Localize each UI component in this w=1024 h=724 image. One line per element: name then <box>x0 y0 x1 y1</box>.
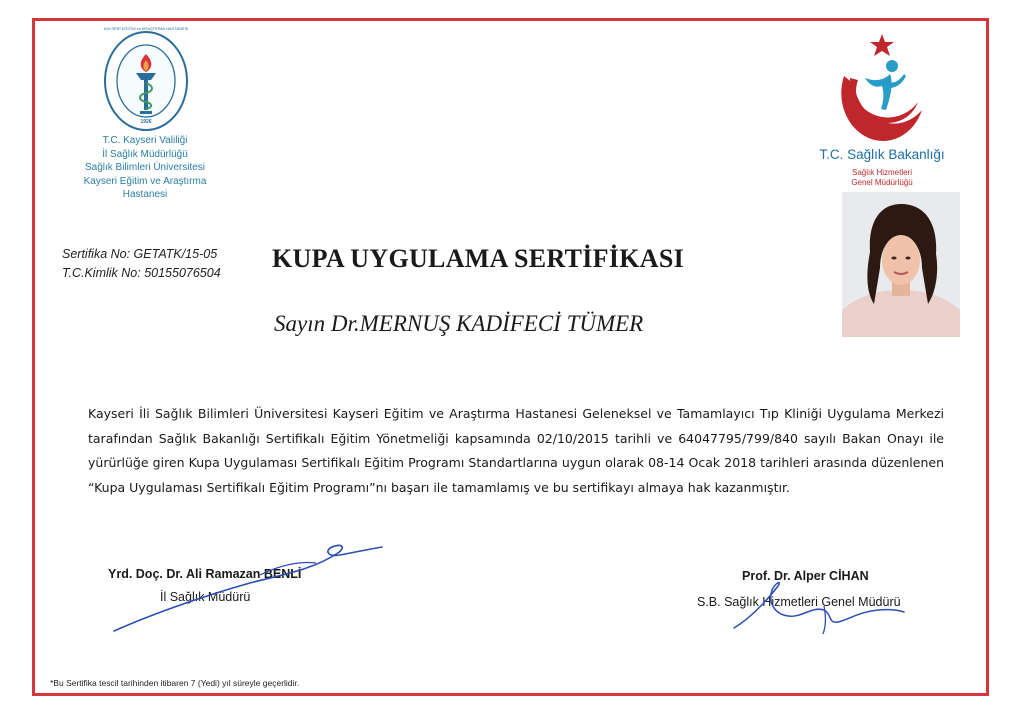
recipient-name: Sayın Dr.MERNUŞ KADİFECİ TÜMER <box>274 311 644 336</box>
left-signatory-title: İl Sağlık Müdürü <box>160 590 251 604</box>
portrait-figure <box>842 192 960 337</box>
certificate-meta <box>62 245 221 283</box>
validity-footnote: *Bu Sertifika tescil tarihinden itibaren 7 (Yedi) yıl süreyle geçerlidir. <box>50 678 300 688</box>
certificate-title: KUPA UYGULAMA SERTİFİKASI <box>272 244 685 273</box>
ministry-crescent-star-icon <box>832 30 932 146</box>
portrait-photo <box>842 192 960 337</box>
ministry-sub-line: Sağlık Hizmetleri <box>851 168 912 177</box>
ministry-subtitle <box>812 168 952 188</box>
ministry-name: T.C. Sağlık Bakanlığı <box>819 147 945 162</box>
right-signatory-name: Prof. Dr. Alper CİHAN <box>742 569 869 583</box>
institution-line: Sağlık Bilimleri Üniversitesi <box>84 162 206 173</box>
hospital-torch-seal-icon <box>103 30 189 132</box>
right-signatory-title: S.B. Sağlık Hizmetleri Genel Müdürü <box>697 595 901 609</box>
institution-line: Hastanesi <box>122 189 168 200</box>
emblem-year: 1926 <box>140 119 152 125</box>
institution-line: İl Sağlık Müdürlüğü <box>102 148 188 160</box>
institution-line: T.C. Kayseri Valiliği <box>102 135 188 146</box>
institution-block <box>60 134 230 202</box>
left-signatory-name: Yrd. Doç. Dr. Ali Ramazan BENLİ <box>108 567 302 581</box>
certificate-number: Sertifika No: GETATK/15-05 <box>62 247 218 261</box>
ministry-sub-line: Genel Müdürlüğü <box>851 178 913 187</box>
emblem-ring-text: KAYSERİ EĞİTİM ve ARAŞTIRMA HASTANESİ <box>103 26 189 31</box>
institution-line: Kayseri Eğitim ve Araştırma <box>83 175 207 187</box>
certificate-body: Kayseri İli Sağlık Bilimleri Üniversitesi Kayseri Eğitim ve Araştırma Hastanesi Geleneksel ve Tamamlayıcı Tıp Kliniği Uygulama Merkezi tarafından Sağlık Bakanlığı Sertifikalı Eğitim Yönetmeliği kapsamında 02/10/2015 tarihli ve 64047795/799/840 sayılı Bakan Onayı ile yürürlüğe giren Kupa Uygulaması Sertifikalı Eğitim Programı Standartlarına uygun olarak 08-14 Ocak 2018 tarihleri arasında düzenlenen “Kupa Uygulaması Sertifikalı Eğitim Programı”nı başarı ile tamamlamış ve bu sertifikayı almaya hak kazanmıştır. <box>88 406 944 495</box>
national-id: T.C.Kimlik No: 50155076504 <box>62 266 221 280</box>
